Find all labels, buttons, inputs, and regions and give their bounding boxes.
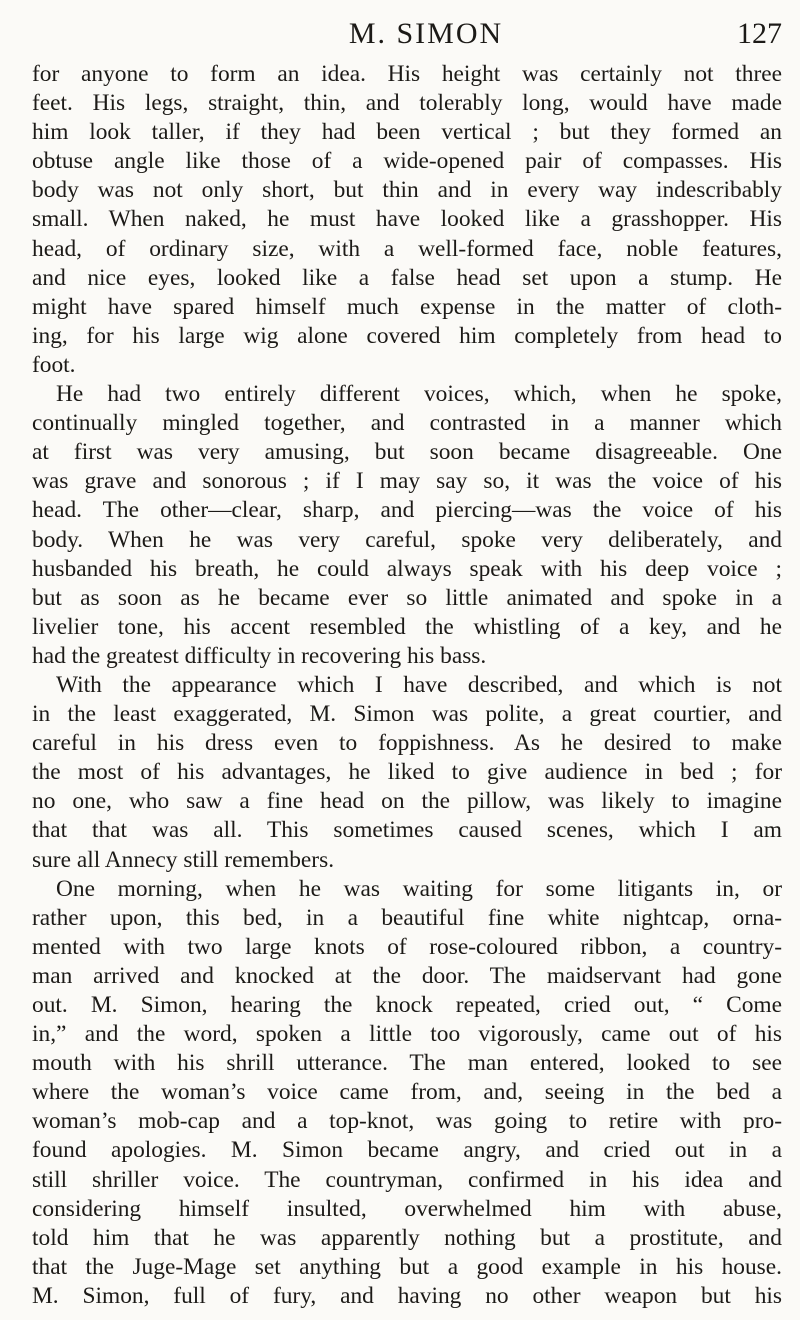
text-line: at first was very amusing, but soon became disagreeable. One	[32, 439, 782, 466]
text-line: the most of his advantages, he liked to give audience in bed ; for	[32, 759, 782, 786]
text-line: One morning, when he was waiting for some litigants in, or	[56, 875, 782, 902]
text-line: head, of ordinary size, with a well-formed face, noble features,	[32, 235, 782, 262]
text-line: and nice eyes, looked like a false head set upon a stump. He	[32, 264, 782, 291]
text-line: mented with two large knots of rose-coloured ribbon, a country-	[32, 933, 782, 960]
text-line: livelier tone, his accent resembled the whistling of a key, and he	[32, 613, 782, 640]
text-line: He had two entirely different voices, which, when he spoke,	[56, 381, 782, 408]
text-line: sure all Annecy still remembers.	[32, 846, 335, 873]
text-line: ing, for his large wig alone covered him completely from head to	[32, 322, 782, 349]
text-line: in,” and the word, spoken a little too vigorously, came out of his	[32, 1021, 782, 1048]
text-line: rather upon, this bed, in a beautiful fine white nightcap, orna-	[32, 904, 782, 931]
text-line: obtuse angle like those of a wide-opened pair of compasses. His	[32, 148, 782, 175]
text-line: out. M. Simon, hearing the knock repeated, cried out, “ Come	[32, 992, 782, 1018]
text-line: but as soon as he became ever so little animated and spoke in a	[32, 584, 782, 611]
text-line: mouth with his shrill utterance. The man entered, looked to see	[32, 1050, 782, 1077]
text-line: considering himself insulted, overwhelmed him with abuse,	[32, 1195, 782, 1222]
running-title: M. SIMON	[348, 17, 504, 50]
text-line: careful in his dress even to foppishness. As he desired to make	[32, 730, 782, 757]
text-line: body was not only short, but thin and in every way indescribably	[32, 177, 782, 204]
text-line: might have spared himself much expense in the matter of cloth-	[32, 293, 782, 320]
text-line: foot.	[32, 351, 76, 378]
text-line: body. When he was very careful, spoke very deliberately, and	[32, 526, 782, 553]
text-line: that that was all. This sometimes caused scenes, which I am	[32, 817, 782, 844]
running-head	[70, 14, 782, 54]
text-line: head. The other—clear, sharp, and piercing—was the voice of his	[32, 497, 782, 524]
page-number: 127	[737, 17, 782, 50]
text-line: continually mingled together, and contrasted in a manner which	[32, 410, 782, 437]
text-line: M. Simon, full of fury, and having no other weapon but his	[32, 1282, 782, 1309]
text-line: in the least exaggerated, M. Simon was polite, a great courtier, and	[32, 701, 782, 728]
text-line: woman’s mob-cap and a top-knot, was going to retire with pro-	[32, 1108, 782, 1135]
text-line: for anyone to form an idea. His height was certainly not three	[32, 61, 782, 87]
text-line: feet. His legs, straight, thin, and tolerably long, would have made	[32, 90, 782, 117]
text-line: told him that he was apparently nothing but a prostitute, and	[32, 1224, 782, 1251]
text-line: was grave and sonorous ; if I may say so, it was the voice of his	[32, 468, 782, 495]
text-line: found apologies. M. Simon became angry, and cried out in a	[32, 1137, 782, 1164]
text-line: husbanded his breath, he could always speak with his deep voice ;	[32, 555, 782, 582]
text-line: small. When naked, he must have looked like a grasshopper. His	[32, 206, 782, 233]
text-line: that the Juge-Mage set anything but a good example in his house.	[32, 1253, 782, 1280]
body-text	[32, 60, 782, 1311]
text-line: still shriller voice. The countryman, confirmed in his idea and	[32, 1166, 782, 1193]
text-line: With the appearance which I have described, and which is not	[56, 671, 782, 698]
text-line: him look taller, if they had been vertical ; but they formed an	[32, 119, 782, 146]
text-line: no one, who saw a fine head on the pillow, was likely to imagine	[32, 788, 782, 815]
text-line: had the greatest difficulty in recovering his bass.	[32, 642, 487, 669]
text-line: man arrived and knocked at the door. The maidservant had gone	[32, 962, 782, 989]
text-line: where the woman’s voice came from, and, seeing in the bed a	[32, 1079, 782, 1106]
